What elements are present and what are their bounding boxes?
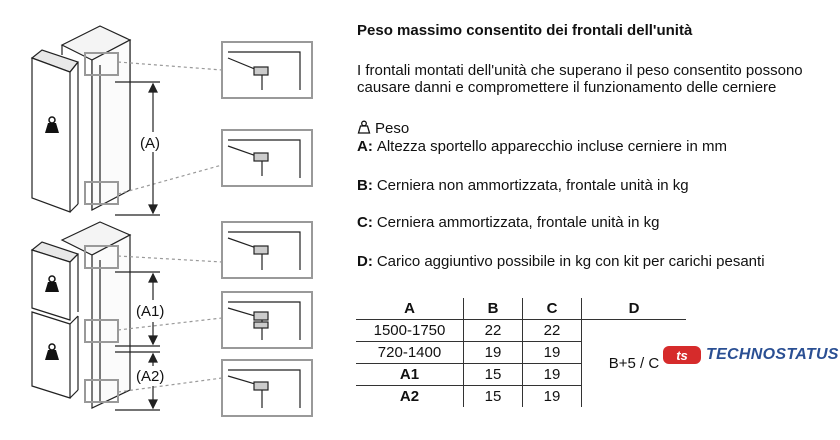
legend-key-b: B:: [357, 177, 373, 194]
legend-text-a: Altezza sportello apparecchio incluse cerniere in mm: [376, 138, 727, 155]
legend-item-weight: [357, 120, 409, 137]
legend-key-d: D:: [357, 253, 373, 270]
dim-label-a2: (A2): [136, 368, 165, 385]
legend-item-b: [357, 177, 689, 194]
logo-text: TECHNOSTATUS: [706, 346, 839, 363]
dim-label-a1: (A1): [136, 303, 165, 320]
weight-icon: [357, 120, 371, 134]
legend-item-a: [357, 138, 777, 155]
table-header-row: [356, 298, 686, 320]
cell-a: 1500-1750: [356, 320, 464, 342]
ts-logo-icon: [662, 344, 702, 366]
legend-item-d: [357, 253, 787, 270]
cell-c: 19: [523, 386, 582, 408]
weight-table: [356, 298, 686, 407]
cell-b: 15: [464, 364, 523, 386]
cell-a: A2: [399, 388, 420, 405]
legend-text-weight: Peso: [375, 120, 410, 137]
legend-key-a: A:: [357, 138, 373, 155]
svg-text:ts: ts: [676, 348, 688, 363]
legend-key-c: C:: [357, 214, 373, 231]
dim-label-a: (A): [140, 135, 160, 152]
cell-b: 15: [464, 386, 523, 408]
col-header-a: A: [356, 298, 464, 320]
cell-b: 19: [464, 342, 523, 364]
intro-text: I frontali montati dell'unità che superano il peso consentito possono causare danni e compromettere il funzionamento delle cerniere: [357, 62, 803, 96]
col-header-b: B: [464, 298, 523, 320]
legend-text-d: Carico aggiuntivo possibile in kg con kit per carichi pesanti: [376, 253, 765, 270]
installation-diagram: [0, 0, 340, 440]
technostatus-logo: [662, 344, 839, 366]
page-title: Peso massimo consentito dei frontali dell'unità: [357, 22, 693, 39]
table-row: [356, 320, 686, 342]
cell-d-value: B+5 / C: [582, 320, 687, 408]
legend-item-c: [357, 214, 659, 231]
cell-c: 19: [523, 364, 582, 386]
cell-b: 22: [464, 320, 523, 342]
cell-c: 19: [523, 342, 582, 364]
legend-text-b: Cerniera non ammortizzata, frontale unità in kg: [376, 177, 689, 194]
cell-c: 22: [523, 320, 582, 342]
col-header-d: D: [582, 298, 687, 320]
cell-a: 720-1400: [356, 342, 464, 364]
legend-text-c: Cerniera ammortizzata, frontale unità in kg: [376, 214, 660, 231]
cell-a: A1: [356, 364, 464, 386]
col-header-c: C: [523, 298, 582, 320]
